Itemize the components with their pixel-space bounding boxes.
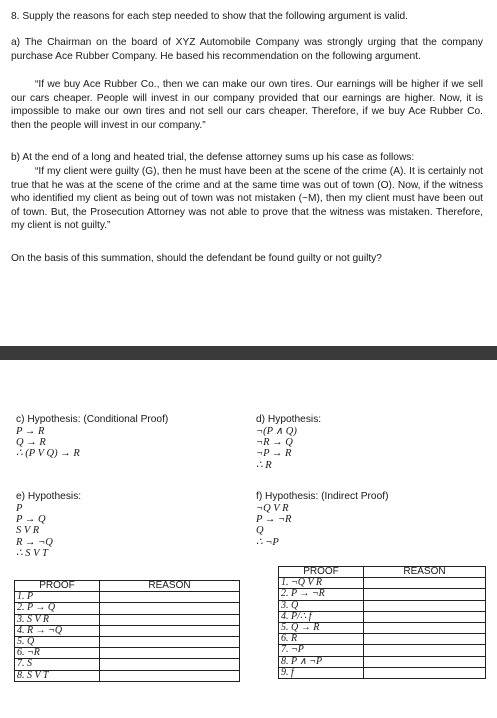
proof-step: 7. S — [15, 659, 100, 670]
table-row — [279, 645, 486, 656]
reason-cell[interactable] — [364, 667, 486, 678]
reason-cell[interactable] — [364, 645, 486, 656]
reason-header: REASON — [100, 581, 240, 592]
proof-step: 2. P → ¬R — [279, 589, 364, 600]
reason-cell[interactable] — [100, 648, 240, 659]
part-d-line: ∴ R — [256, 459, 272, 471]
proof-table-f — [278, 566, 486, 679]
reason-cell[interactable] — [100, 592, 240, 603]
part-e-line: ∴ S V T — [16, 547, 48, 559]
table-row — [15, 659, 240, 670]
proof-table-e — [14, 580, 240, 682]
part-e-line: P → Q — [16, 514, 46, 526]
reason-cell[interactable] — [100, 670, 240, 681]
part-e-line: S V R — [16, 525, 40, 537]
part-f-line: ∴ ¬P — [256, 536, 279, 548]
proof-step: 1. P — [15, 592, 100, 603]
part-a-intro: a) The Chairman on the board of XYZ Automobile Company was strongly urging that the company purchase Ace Rubber Company. He based his recommendation on the following argument. — [11, 37, 483, 62]
table-row — [15, 637, 240, 648]
table-row — [279, 623, 486, 634]
proof-step: 3. S V R — [15, 614, 100, 625]
part-d-hypothesis — [256, 413, 321, 471]
part-c-line: Q → R — [16, 437, 46, 449]
part-d-title: d) Hypothesis: — [256, 414, 322, 425]
table-row — [279, 578, 486, 589]
proof-step: 6. R — [279, 634, 364, 645]
part-d-line: ¬(P ∧ Q) — [256, 426, 297, 437]
problem-header: 8. Supply the reasons for each step needed to show that the following argument is valid. — [11, 11, 408, 22]
part-c-line: P → R — [16, 426, 45, 437]
table-row — [279, 667, 486, 678]
part-f-hypothesis — [256, 490, 388, 548]
proof-step: 8. S V T — [15, 670, 100, 681]
reason-cell[interactable] — [100, 625, 240, 636]
section-divider-bar — [0, 346, 497, 360]
proof-step: 2. P → Q — [15, 603, 100, 614]
part-c-hypothesis — [16, 413, 168, 460]
table-row — [279, 656, 486, 667]
reason-cell[interactable] — [100, 603, 240, 614]
proof-step: 3. Q — [279, 600, 364, 611]
proof-step: 5. Q — [15, 637, 100, 648]
reason-header: REASON — [364, 567, 486, 578]
part-f-line: P → ¬R — [256, 514, 292, 526]
reason-cell[interactable] — [364, 589, 486, 600]
table-row — [15, 670, 240, 681]
part-e-hypothesis — [16, 490, 81, 559]
part-e-line: R → ¬Q — [16, 536, 53, 548]
proof-step: 4. P/∴ f — [279, 611, 364, 622]
proof-step: 6. ¬R — [15, 648, 100, 659]
reason-cell[interactable] — [364, 623, 486, 634]
part-c-line: ∴ (P V Q) → R — [16, 448, 80, 460]
table-row — [15, 614, 240, 625]
table-row — [279, 611, 486, 622]
part-f-title: f) Hypothesis: (Indirect Proof) — [256, 491, 389, 502]
reason-cell[interactable] — [364, 656, 486, 667]
table-row — [279, 634, 486, 645]
table-row — [15, 625, 240, 636]
proof-header: PROOF — [279, 567, 364, 578]
part-d-line: ¬P → R — [256, 448, 292, 460]
reason-cell[interactable] — [364, 578, 486, 589]
part-d-line: ¬R → Q — [256, 437, 293, 449]
reason-cell[interactable] — [100, 614, 240, 625]
proof-step: 9. f — [279, 667, 364, 678]
table-row — [15, 592, 240, 603]
part-f-line: ¬Q V R — [256, 503, 289, 514]
reason-cell[interactable] — [100, 637, 240, 648]
proof-step: 5. Q → R — [279, 623, 364, 634]
reason-cell[interactable] — [364, 600, 486, 611]
part-f-line: Q — [256, 525, 264, 537]
part-b-intro: b) At the end of a long and heated trial, the defense attorney sums up his case as follows: — [11, 152, 415, 163]
proof-step: 7. ¬P — [279, 645, 364, 656]
proof-step: 8. P ∧ ¬P — [279, 656, 364, 667]
proof-step: 1. ¬Q V R — [279, 578, 364, 589]
reason-cell[interactable] — [100, 659, 240, 670]
part-e-title: e) Hypothesis: — [16, 491, 82, 502]
proof-header: PROOF — [15, 581, 100, 592]
proof-step: 4. R → ¬Q — [15, 625, 100, 636]
part-b-quote: “If my client were guilty (G), then he must have been at the scene of the crime (A). It is certainly not true that he was at the scene of the crime and at the same time was out of town (O). Now, if the witness who identified my client as being out of town was not mistaken (~M), then my client must have been out of town. But, the Prosecution Attorney was not able to prove that the witness was mistaken. Therefore, my client is not guilty.” — [11, 166, 483, 232]
table-row — [279, 600, 486, 611]
question-text: On the basis of this summation, should the defendant be found guilty or not guilty? — [11, 253, 382, 264]
part-a-quote: “If we buy Ace Rubber Co., then we can make our own tires. Our earnings will be higher if we sell our cars cheaper. People will invest in our company provided that our earnings are higher. Now, it is impossible to make our own tires and not sell our cars cheaper. Therefore, if we buy Ace Rubber Co. then the people will invest in our company.” — [11, 79, 483, 131]
table-row — [279, 589, 486, 600]
part-c-title: c) Hypothesis: (Conditional Proof) — [16, 414, 169, 425]
reason-cell[interactable] — [364, 611, 486, 622]
table-row — [15, 648, 240, 659]
table-row — [15, 603, 240, 614]
reason-cell[interactable] — [364, 634, 486, 645]
part-e-line: P — [16, 503, 23, 514]
